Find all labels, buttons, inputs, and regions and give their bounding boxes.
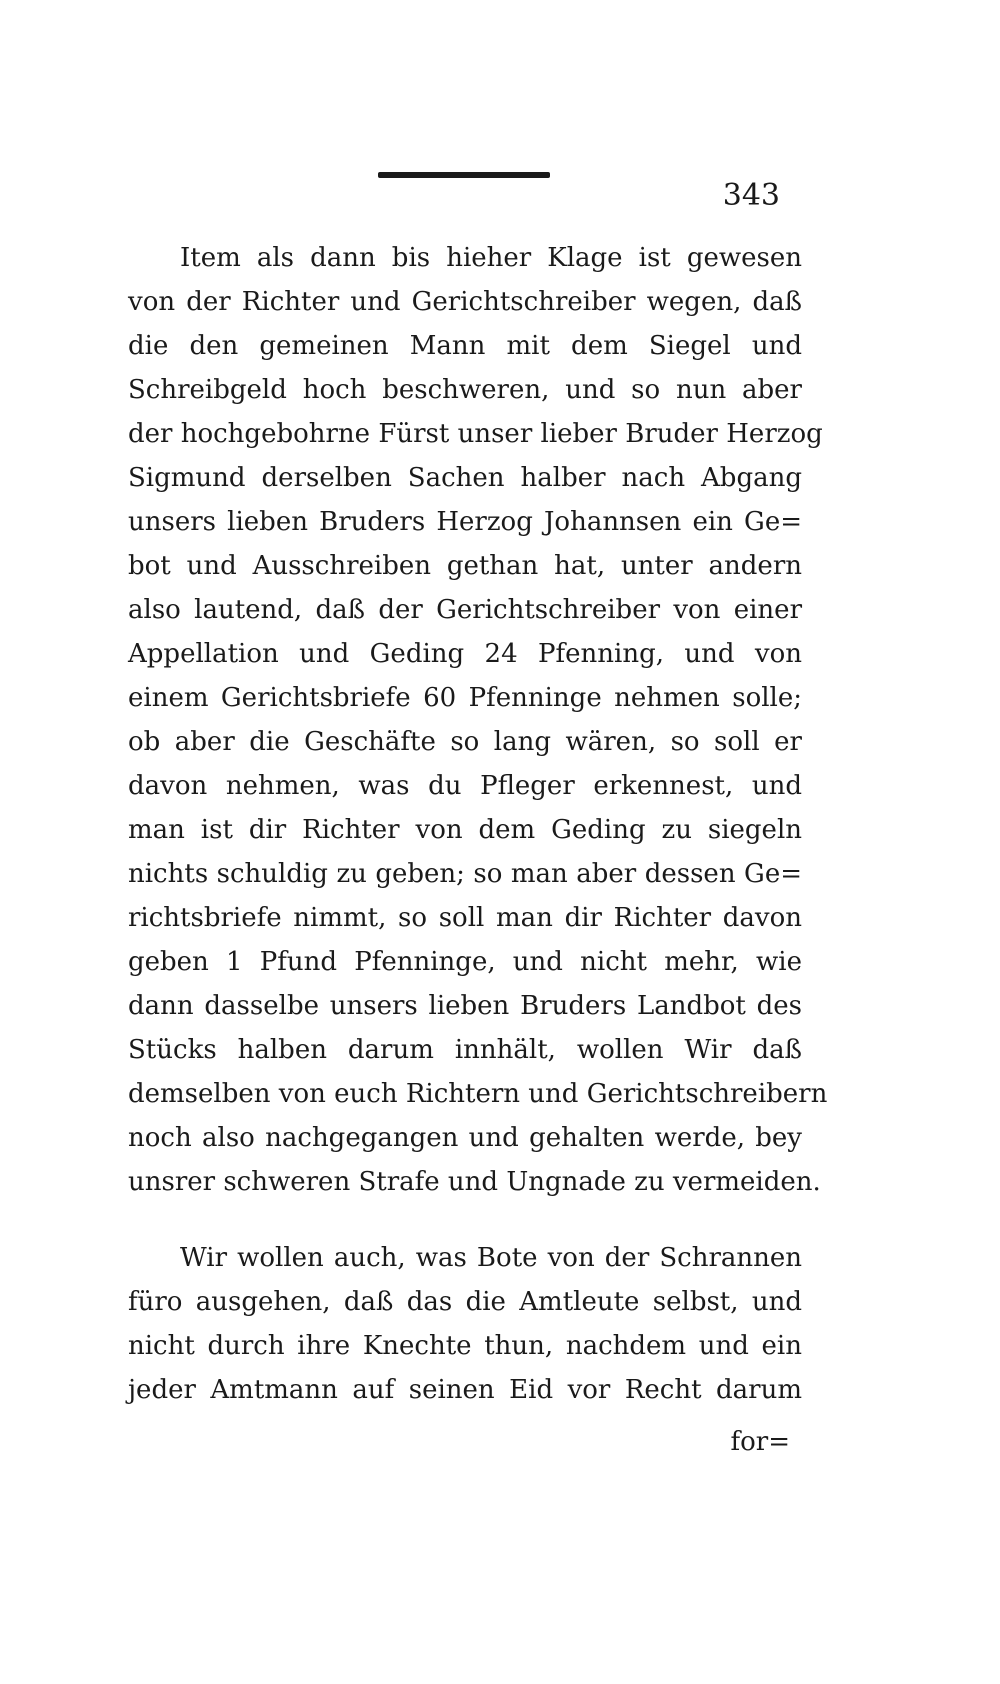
text-line: ob aber die Geschäfte so lang wären, so soll er — [128, 727, 802, 757]
text-line: also lautend, daß der Gerichtschreiber von einer — [128, 595, 802, 625]
text-line: der hochgebohrne Fürst unser lieber Bruder Herzog — [128, 419, 823, 449]
text-line: jeder Amtmann auf seinen Eid vor Recht darum — [128, 1375, 802, 1405]
text-line: einem Gerichtsbriefe 60 Pfenninge nehmen solle; — [128, 683, 802, 713]
text-line: demselben von euch Richtern und Gerichtschreibern — [128, 1079, 828, 1109]
text-line: nicht durch ihre Knechte thun, nachdem und ein — [128, 1331, 802, 1361]
text-line: nichts schuldig zu geben; so man aber dessen Ge= — [128, 859, 802, 889]
header-rule — [378, 172, 550, 178]
page-number: 343 — [722, 178, 780, 213]
paragraph-1 — [128, 236, 828, 1204]
text-line: dann dasselbe unsers lieben Bruders Landbot des — [128, 991, 802, 1021]
text-line: richtsbriefe nimmt, so soll man dir Richter davon — [128, 903, 802, 933]
text-line: Schreibgeld hoch beschweren, und so nun aber — [128, 375, 802, 405]
text-line: man ist dir Richter von dem Geding zu siegeln — [128, 815, 802, 845]
text-line: bot und Ausschreiben gethan hat, unter andern — [128, 551, 802, 581]
text-line: die den gemeinen Mann mit dem Siegel und — [128, 331, 802, 361]
text-line: Stücks halben darum innhält, wollen Wir daß — [128, 1035, 802, 1065]
text-line: davon nehmen, was du Pfleger erkennest, und — [128, 771, 802, 801]
paragraph-2 — [128, 1236, 802, 1412]
text-line: füro ausgehen, daß das die Amtleute selbst, und — [128, 1287, 802, 1317]
text-line: Sigmund derselben Sachen halber nach Abgang — [128, 463, 802, 493]
text-line: unsrer schweren Strafe und Ungnade zu vermeiden. — [128, 1167, 821, 1197]
text-line: noch also nachgegangen und gehalten werde, bey — [128, 1123, 802, 1153]
text-line: unsers lieben Bruders Herzog Johannsen ein Ge= — [128, 507, 802, 537]
text-line: Item als dann bis hieher Klage ist gewesen — [180, 243, 802, 273]
text-line: Wir wollen auch, was Bote von der Schrannen — [180, 1243, 802, 1273]
text-line: von der Richter und Gerichtschreiber wegen, daß — [128, 287, 802, 317]
catchword: for= — [730, 1427, 790, 1457]
text-line: geben 1 Pfund Pfenninge, und nicht mehr, wie — [128, 947, 802, 977]
text-line: Appellation und Geding 24 Pfenning, und von — [128, 639, 802, 669]
